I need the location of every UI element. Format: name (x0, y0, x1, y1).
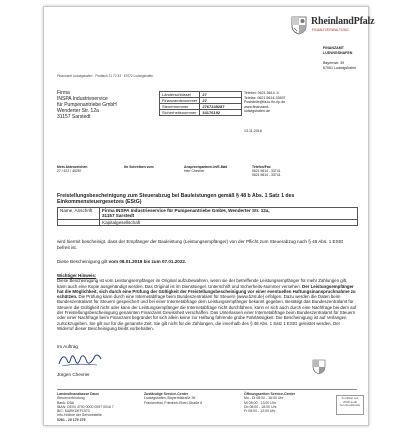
reference-value: 27 (200, 92, 242, 98)
column-head: Ihr Schreiben vom (124, 165, 154, 169)
phone-fax-column (252, 165, 280, 178)
footer-service-center (144, 392, 202, 405)
reference-value: 27 (200, 98, 242, 104)
validity-prefix: Diese Bescheinigung gilt (57, 259, 108, 264)
column-value: 0621 5614 - 33741 (252, 169, 281, 174)
recipient-line: Wenderter Str. 12a (57, 108, 99, 114)
validity-statement (57, 259, 357, 265)
reference-value: 2767245287 (200, 104, 242, 110)
footer-line: IBAN: DE04 4700 0000 0057 0016 7 (57, 404, 114, 409)
recipient-line: 31157 Sarstedt (57, 114, 91, 120)
footer-line: Info-Hotline der Servicestelle (57, 413, 102, 418)
name-label: Name, Anschrift (58, 208, 100, 220)
table-row (160, 110, 242, 116)
office-address (323, 46, 367, 70)
footer-line: Ludwigshafen, Bayerndstraße 39 (144, 396, 196, 401)
column-head: Telefon/Fax (252, 165, 271, 169)
column-head: Mein Aktenzeichen (57, 165, 88, 169)
company-type: Kapitalgesellschaft (100, 219, 358, 225)
column-value: 0621 5614 - 33741 (252, 173, 281, 178)
contact-person-column (184, 165, 227, 173)
office-street: Bayernstr. 39 (323, 61, 345, 66)
logo-subtitle: FINANZVERWALTUNG (312, 28, 349, 32)
name-address-table (57, 207, 358, 226)
your-letter-column (124, 165, 154, 169)
validity-period: vom 08.01.2019 bis zum 07.01.2022. (108, 259, 187, 264)
certificate-title: Freistellungsbescheinigung zum Steuerabzug bei Bauleistungen gemäß § 48 b Abs. 1 Satz 1 des Einkommensteuergesetzes (EStG) (57, 193, 295, 206)
state-coat-of-arms-icon (290, 15, 308, 35)
footer-divider (57, 389, 357, 390)
contact-web: www.finanzamt- (244, 104, 270, 109)
footer-line: Fr 08:00 - 12:00 Uhr (244, 409, 276, 414)
exemption-statement: wird hiermit bescheinigt, dass der Empfänger der Bauleistung (Leistungsempfänger) von der Pflicht zum Steuerabzug nach § 48 Abs. 1 EStG befreit ist. (57, 239, 344, 250)
footer-head: Zuständige Service-Center (144, 392, 189, 396)
table-row (58, 208, 358, 220)
reference-label: Länderschlüssel (160, 92, 200, 98)
office-city: LUDWIGSHAFEN (323, 50, 353, 55)
recipient-line: für Pumpenantriebe GmbH (57, 102, 117, 108)
name-line: Firma INSPA Industrieservice für Pumpenantriebe GmbH, Wenderter Str. 12a, (102, 208, 270, 213)
reference-label: Sicherheitsnummer (160, 110, 200, 116)
footer-line: Mo - Di 08:00 - 16:00 Uhr (244, 396, 284, 401)
sender-line: Finanzamt Ludwigshafen · Postfach 21 72 33 · 67072 Ludwigshafen (57, 74, 154, 78)
column-value: Herr Chevrier (184, 169, 205, 174)
office-name: FINANZAMT (323, 46, 344, 50)
column-value: 27 / 672 / 45287 (57, 169, 82, 174)
reference-value: 34176192 (200, 110, 242, 116)
office-zip-city: 67061 Ludwigshafen (323, 65, 357, 70)
name-line: 31157 Sarstedt (102, 213, 135, 219)
footer-line: Frankenthal, Friedrich-Ebert-Straße 6 (144, 400, 203, 405)
handwritten-signature (57, 350, 103, 370)
footer-head: Öffnungszeiten Service-Center (244, 392, 296, 396)
footer-opening-hours (244, 392, 295, 413)
tax-reference-table (159, 91, 242, 116)
notice-heading: Wichtiger Hinweis: (57, 273, 97, 278)
name-value (100, 208, 358, 220)
footer-line: Bank: DBA (57, 400, 75, 405)
recipient-line: Firma (57, 90, 70, 96)
family-audit-badge: Zertifikat seit 2008 audit berufundfamilie (336, 395, 364, 415)
letter-date: 13.11.2018 (244, 129, 262, 133)
footer-head: Landesfinanzkasse Daun (57, 392, 99, 396)
notice-bold-text: Der Leistungsempfänger hat die Möglichkeit, sich durch eine Prüfung der Gültigkeit der Freistellungsbescheinigung vor einer eventuellen Haftungsinanspruchnahme zu schützen. (57, 283, 356, 300)
reference-column (57, 165, 87, 173)
footer-phone: 0261 - 20 179 279 (57, 417, 86, 422)
greeting: Im Auftrag (57, 344, 78, 349)
recipient-address (57, 90, 117, 120)
table-row (58, 219, 358, 225)
recipient-line: INSPA Industrieservice (57, 96, 108, 102)
footer-bank-info (57, 392, 114, 422)
signer-name: Jürgen Chevrier (57, 372, 90, 377)
contact-fax: Telefax: 0621 5614-33697 (244, 95, 286, 100)
contact-web: ludwigshafen.de (244, 109, 270, 114)
logo-wordmark: RheinlandPfalz (311, 16, 375, 27)
official-seal-icon (312, 359, 326, 375)
column-head: Ansprechpartner/-in/E-Mail (184, 165, 228, 169)
notice-text: Die Prüfung kann durch eine Internetabfrage beim Bundeszentralamt für Steuern (www.bzst.de) erfolgen. Dazu werden die Daten beim Bundeszentralamt für Steuern gespeichert und bei einer Internetabfrage dem Leistungsempfänger bekannt gegeben. Bestätigt das Bundeszentralamt für Steuern die Gültigkeit nicht oder kann der Leistungsempfänger die Internetabfrage nicht durchführen, kann er sich auch durch eine Nachfrage bei dem auf der Freistellungsbescheinigung genannten Finanzamt Gewissheit verschaffen. Das Unterlassen einer Internetabfrage beim Bundeszentralamt für Steuern oder einer Nachfrage beim Finanzamt begründet für sich allein keine zur Haftung führende grobe Fahrlässigkeit. Die Bescheinigung ist auf Verlangen zurückzugeben. Sie gilt nur für die genannte Zeit. Sie gilt nicht für die Zahlungen, die innerhalb des § 48 Abs. 1 Satz 1 EStG geleistet werden. Der Widerruf dieser Bescheinigung bleibt vorbehalten. (57, 294, 357, 331)
certificate-document (43, 6, 375, 426)
reference-label: Steuernummer (160, 104, 200, 110)
notice-text: Diese Bescheinigung ist vom Leistungsempfänger im Original aufzubewahren, wenn sie der betreffende Leistungsempfänger für mehr Zahlungen gilt, kann auch eine Kopie ausgehändigt werden. Das Original ist im Dienstsiegel, Unterschrift und Sicherheits-Nummer versehen. (57, 278, 348, 289)
footer-line: Steuerverbindung (57, 396, 85, 401)
contact-info (244, 91, 286, 114)
footer-line: Mi 08:00 - 13:00 Uhr (244, 400, 276, 405)
footer-line: Do 08:00 - 18:00 Uhr (244, 404, 277, 409)
footer-line: BIC: MARKDEF1570 (57, 409, 90, 414)
important-notice (57, 273, 357, 331)
contact-email: Poststelle@fa-lu.fin-rlp.de (244, 100, 286, 105)
type-label (58, 219, 100, 225)
contact-phone: Telefon: 0621 5614 -0 (244, 91, 279, 95)
reference-label: Finanzamtsnummer (160, 98, 200, 104)
